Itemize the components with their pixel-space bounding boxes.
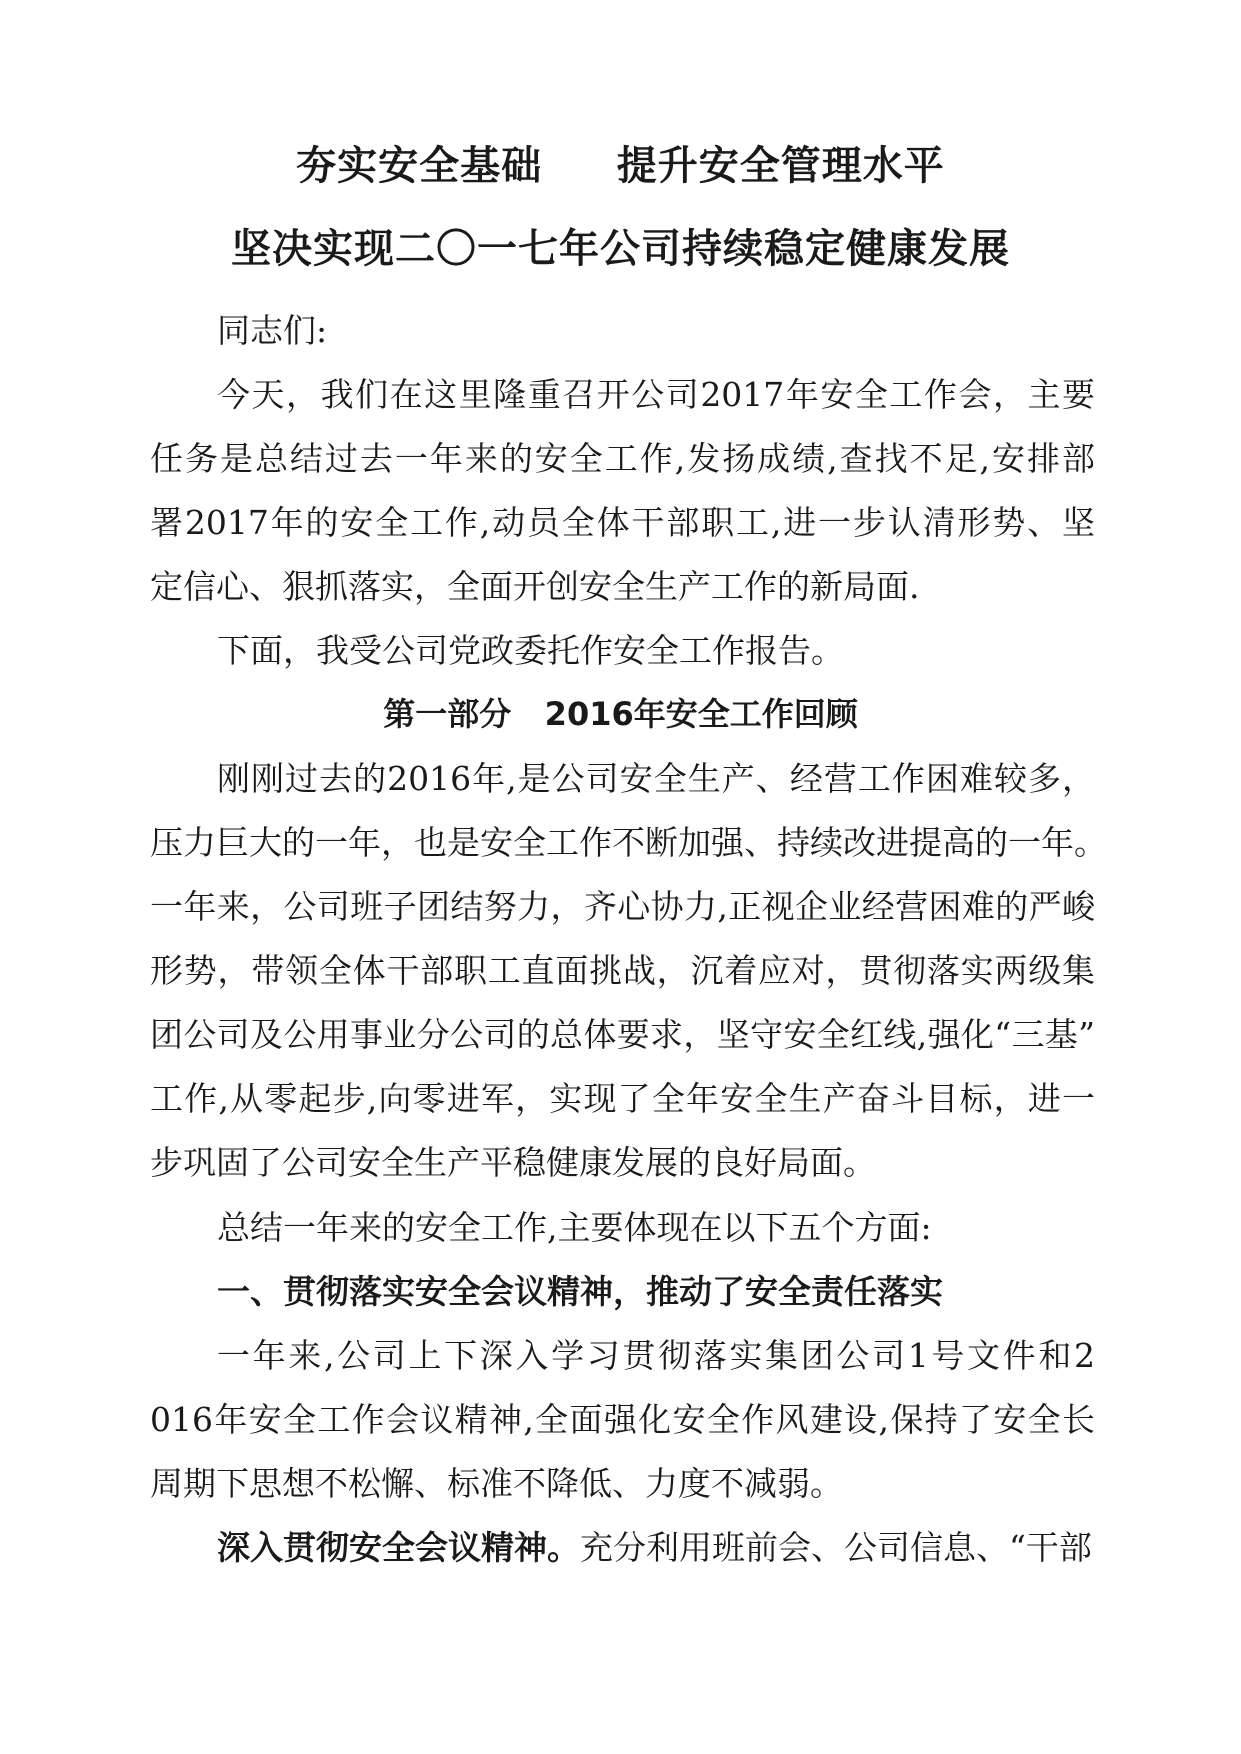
part-one-line-2: 压力巨大的一年，也是安全工作不断加强、持续改进提高的一年。 (150, 823, 1107, 862)
section-one-line-3: 周期下思想不松懈、标准不降低、力度不减弱。 (150, 1464, 843, 1503)
part-one-line-7: 步巩固了公司安全生产平稳健康发展的良好局面。 (150, 1143, 876, 1182)
intro-line-1: 今天，我们在这里隆重召开公司2017年安全工作会，主要 (217, 375, 1095, 414)
summary-line: 总结一年来的安全工作,主要体现在以下五个方面: (217, 1208, 932, 1247)
part-one-line-1: 刚刚过去的2016年,是公司安全生产、经营工作困难较多， (217, 759, 1095, 798)
greeting: 同志们: (217, 311, 328, 350)
document-title-line-1: 夯实安全基础 提升安全管理水平 (296, 143, 945, 189)
section-one-line-2: 016年安全工作会议精神,全面强化安全作风建设,保持了安全长 (150, 1400, 1095, 1439)
document-title-line-2: 坚决实现二〇一七年公司持续稳定健康发展 (231, 226, 1010, 272)
section-one-line-1: 一年来,公司上下深入学习贯彻落实集团公司1号文件和2 (217, 1336, 1095, 1375)
intro-paragraph-2: 下面，我受公司党政委托作安全工作报告。 (217, 631, 844, 670)
section-one-heading: 一、贯彻落实安全会议精神，推动了安全责任落实 (217, 1272, 943, 1311)
part-one-line-5: 团公司及公用事业分公司的总体要求，坚守安全红线,强化“三基” (150, 1015, 1095, 1054)
part-one-line-4: 形势，带领全体干部职工直面挑战，沉着应对，贯彻落实两级集 (150, 951, 1095, 990)
last-paragraph-text: 充分利用班前会、公司信息、“干部 (580, 1528, 1092, 1567)
bold-lead-text: 深入贯彻安全会议精神。 (217, 1528, 580, 1567)
part-one-line-6: 工作,从零起步,向零进军，实现了全年安全生产奋斗目标，进一 (150, 1079, 1095, 1118)
last-paragraph-line (217, 1528, 1095, 1567)
part-one-heading: 第一部分 2016年安全工作回顾 (383, 695, 858, 733)
intro-line-2: 任务是总结过去一年来的安全工作,发扬成绩,查找不足,安排部 (150, 439, 1095, 478)
intro-line-3: 署2017年的安全工作,动员全体干部职工,进一步认清形势、坚 (150, 503, 1095, 542)
part-one-line-3: 一年来，公司班子团结努力，齐心协力,正视企业经营困难的严峻 (150, 887, 1095, 926)
intro-line-4: 定信心、狠抓落实，全面开创安全生产工作的新局面. (150, 567, 920, 606)
